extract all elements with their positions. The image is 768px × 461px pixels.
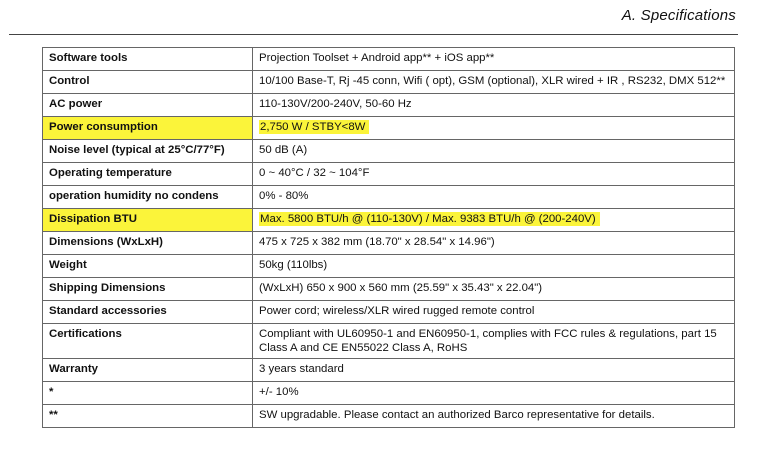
table-row xyxy=(43,278,735,301)
footnote-label-double-asterisk: ** xyxy=(43,405,253,428)
spec-value-power-consumption-cell xyxy=(253,117,735,140)
spec-label-dissipation-btu: Dissipation BTU xyxy=(43,209,253,232)
spec-value-software-tools: Projection Toolset + Android app** + iOS app** xyxy=(253,48,735,71)
spec-label-standard-accessories: Standard accessories xyxy=(43,301,253,324)
spec-value-control: 10/100 Base-T, Rj -45 conn, Wifi ( opt), GSM (optional), XLR wired + IR , RS232, DMX 512** xyxy=(253,71,735,94)
footnote-label-single-asterisk: * xyxy=(43,382,253,405)
table-row-highlighted xyxy=(43,209,735,232)
spec-value-noise-level: 50 dB (A) xyxy=(253,140,735,163)
section-title: A. Specifications xyxy=(621,7,736,24)
table-row xyxy=(43,324,735,359)
table-row xyxy=(43,140,735,163)
spec-label-warranty: Warranty xyxy=(43,359,253,382)
spec-value-weight: 50kg (110lbs) xyxy=(253,255,735,278)
spec-label-dimensions: Dimensions (WxLxH) xyxy=(43,232,253,255)
table-row xyxy=(43,186,735,209)
table-row xyxy=(43,359,735,382)
table-row xyxy=(43,232,735,255)
table-row xyxy=(43,301,735,324)
spec-value-power-consumption: 2,750 W / STBY<8W xyxy=(259,120,369,134)
spec-value-certifications: Compliant with UL60950-1 and EN60950-1, complies with FCC rules & regulations, part 15 Class A and CE EN55022 Class A, RoHS xyxy=(253,324,735,359)
spec-value-shipping-dimensions: (WxLxH) 650 x 900 x 560 mm (25.59" x 35.43" x 22.04") xyxy=(253,278,735,301)
table-row xyxy=(43,382,735,405)
spec-value-humidity: 0% - 80% xyxy=(253,186,735,209)
table-row xyxy=(43,48,735,71)
spec-value-dissipation-btu-cell xyxy=(253,209,735,232)
spec-value-warranty: 3 years standard xyxy=(253,359,735,382)
table-row xyxy=(43,255,735,278)
spec-label-shipping-dimensions: Shipping Dimensions xyxy=(43,278,253,301)
header-divider xyxy=(9,34,738,35)
spec-value-operating-temperature: 0 ~ 40°C / 32 ~ 104°F xyxy=(253,163,735,186)
footnote-value-single-asterisk: +/- 10% xyxy=(253,382,735,405)
spec-label-certifications: Certifications xyxy=(43,324,253,359)
spec-value-standard-accessories: Power cord; wireless/XLR wired rugged remote control xyxy=(253,301,735,324)
spec-label-software-tools: Software tools xyxy=(43,48,253,71)
table-row xyxy=(43,405,735,428)
table-row xyxy=(43,163,735,186)
spec-label-operating-temperature: Operating temperature xyxy=(43,163,253,186)
spec-value-dimensions: 475 x 725 x 382 mm (18.70" x 28.54" x 14.96") xyxy=(253,232,735,255)
spec-label-weight: Weight xyxy=(43,255,253,278)
spec-value-dissipation-btu: Max. 5800 BTU/h @ (110-130V) / Max. 9383 BTU/h @ (200-240V) xyxy=(259,212,600,226)
spec-label-control: Control xyxy=(43,71,253,94)
spec-label-ac-power: AC power xyxy=(43,94,253,117)
table-row xyxy=(43,94,735,117)
footnote-value-double-asterisk: SW upgradable. Please contact an authorized Barco representative for details. xyxy=(253,405,735,428)
spec-label-noise-level: Noise level (typical at 25°C/77°F) xyxy=(43,140,253,163)
specifications-table xyxy=(42,47,735,428)
table-row xyxy=(43,71,735,94)
table-row-highlighted xyxy=(43,117,735,140)
spec-value-ac-power: 110-130V/200-240V, 50-60 Hz xyxy=(253,94,735,117)
spec-label-humidity: operation humidity no condens xyxy=(43,186,253,209)
spec-label-power-consumption: Power consumption xyxy=(43,117,253,140)
